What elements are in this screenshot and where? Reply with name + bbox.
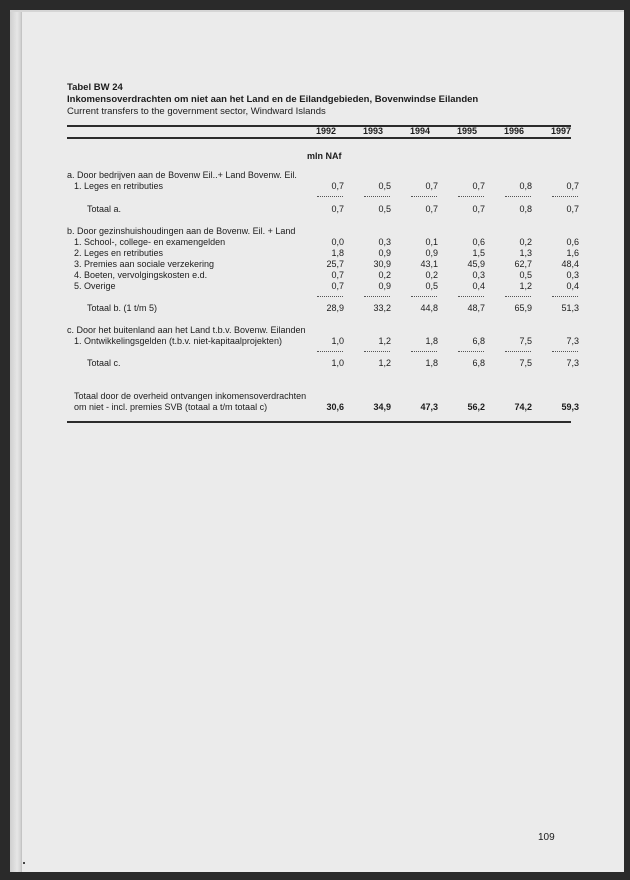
cell-1996: 7,5 — [519, 358, 532, 368]
scan-speck — [23, 862, 25, 864]
cell-1997: 0,3 — [566, 270, 579, 280]
cell-1992: 28,9 — [326, 303, 344, 313]
subtotal-dotted-line — [67, 351, 571, 353]
header-bottom-rule — [67, 137, 571, 139]
cell-1992: 1,8 — [331, 248, 344, 258]
year-header: 1992 — [315, 126, 336, 136]
cell-1996: 62,7 — [514, 259, 532, 269]
cell-1994: 1,8 — [425, 358, 438, 368]
cell-1997: 48,4 — [561, 259, 579, 269]
page-gutter-shadow — [10, 10, 22, 872]
cell-1994: 1,8 — [425, 336, 438, 346]
row-label: 1. School-, college- en examengelden — [74, 237, 226, 247]
cell-1993: 33,2 — [373, 303, 391, 313]
subtotal-dotted-line — [67, 296, 571, 298]
cell-1994: 0,5 — [425, 281, 438, 291]
cell-1992: 1,0 — [331, 358, 344, 368]
cell-1993: 34,9 — [373, 402, 391, 412]
cell-1994: 44,8 — [420, 303, 438, 313]
page-top-edge — [10, 10, 624, 12]
table-caption — [67, 82, 478, 118]
cell-1996: 7,5 — [519, 336, 532, 346]
row-label: 2. Leges en retributies — [74, 248, 164, 258]
table-title-dutch: Inkomensoverdrachten om niet aan het Land en de Eilandgebieden, Bovenwindse Eilanden — [67, 94, 479, 105]
cell-1993: 0,5 — [378, 204, 391, 214]
row-label: Totaal c. — [87, 358, 121, 368]
cell-1995: 0,3 — [472, 270, 485, 280]
cell-1996: 0,8 — [519, 204, 532, 214]
cell-1994: 0,1 — [425, 237, 438, 247]
year-header: 1995 — [456, 126, 477, 136]
cell-1992: 0,7 — [331, 281, 344, 291]
table-row — [67, 335, 579, 347]
total-row-a — [67, 203, 579, 215]
cell-1993: 0,5 — [378, 181, 391, 191]
row-label: 5. Overige — [74, 281, 116, 291]
document-page — [10, 10, 624, 872]
year-header: 1996 — [503, 126, 524, 136]
row-label: 1. Leges en retributies — [74, 181, 164, 191]
page-number: 109 — [538, 832, 555, 843]
section-c-heading: c. Door het buitenland aan het Land t.b.v. Bovenw. Eilanden — [67, 325, 306, 335]
cell-1997: 0,4 — [566, 281, 579, 291]
cell-1995: 1,5 — [472, 248, 485, 258]
cell-1997: 1,6 — [566, 248, 579, 258]
year-header: 1993 — [362, 126, 383, 136]
cell-1994: 0,7 — [425, 181, 438, 191]
cell-1997: 59,3 — [561, 402, 579, 412]
cell-1992: 30,6 — [326, 402, 344, 412]
cell-1992: 0,7 — [331, 204, 344, 214]
row-label: Totaal a. — [87, 204, 122, 214]
cell-1996: 0,8 — [519, 181, 532, 191]
cell-1994: 0,7 — [425, 204, 438, 214]
cell-1995: 48,7 — [467, 303, 485, 313]
cell-1995: 0,4 — [472, 281, 485, 291]
table-row — [67, 280, 579, 292]
cell-1995: 45,9 — [467, 259, 485, 269]
subtotal-dotted-line — [67, 196, 571, 198]
total-row-b — [67, 302, 579, 314]
cell-1992: 0,7 — [331, 181, 344, 191]
row-label: 3. Premies aan sociale verzekering — [74, 259, 215, 269]
cell-1997: 51,3 — [561, 303, 579, 313]
cell-1994: 0,2 — [425, 270, 438, 280]
row-label: 4. Boeten, vervolgingskosten e.d. — [74, 270, 208, 280]
cell-1992: 1,0 — [331, 336, 344, 346]
year-header: 1994 — [409, 126, 430, 136]
grand-total-row — [67, 401, 579, 413]
cell-1995: 56,2 — [467, 402, 485, 412]
cell-1997: 0,7 — [566, 204, 579, 214]
cell-1997: 7,3 — [566, 358, 579, 368]
total-row-c — [67, 357, 579, 369]
cell-1995: 0,7 — [472, 204, 485, 214]
cell-1996: 1,2 — [519, 281, 532, 291]
cell-1995: 0,7 — [472, 181, 485, 191]
cell-1992: 0,7 — [331, 270, 344, 280]
cell-1993: 30,9 — [373, 259, 391, 269]
cell-1996: 65,9 — [514, 303, 532, 313]
year-header: 1997 — [550, 126, 571, 136]
cell-1994: 43,1 — [420, 259, 438, 269]
section-b-heading: b. Door gezinshuishoudingen aan de Bovenw. Eil. + Land — [67, 226, 296, 236]
cell-1992: 0,0 — [331, 237, 344, 247]
row-label: Totaal b. (1 t/m 5) — [87, 303, 158, 313]
cell-1994: 47,3 — [420, 402, 438, 412]
row-label: 1. Ontwikkelingsgelden (t.b.v. niet-kapitaalprojekten) — [74, 336, 282, 346]
cell-1996: 0,2 — [519, 237, 532, 247]
cell-1993: 0,9 — [378, 248, 391, 258]
table-id: Tabel BW 24 — [67, 82, 123, 93]
unit-label: mln NAf — [307, 151, 342, 161]
grand-total-label: Totaal door de overheid ontvangen inkomensoverdrachten — [74, 391, 307, 401]
cell-1993: 0,3 — [378, 237, 391, 247]
cell-1996: 74,2 — [514, 402, 532, 412]
cell-1992: 25,7 — [326, 259, 344, 269]
table-bottom-rule — [67, 421, 571, 423]
cell-1993: 0,9 — [378, 281, 391, 291]
grand-total-label-cont: om niet - incl. premies SVB (totaal a t/m totaal c) — [74, 402, 268, 412]
cell-1995: 6,8 — [472, 358, 485, 368]
cell-1993: 1,2 — [378, 358, 391, 368]
cell-1995: 6,8 — [472, 336, 485, 346]
table-title-english: Current transfers to the government sector, Windward Islands — [67, 106, 326, 117]
cell-1996: 0,5 — [519, 270, 532, 280]
cell-1993: 1,2 — [378, 336, 391, 346]
cell-1997: 7,3 — [566, 336, 579, 346]
table-row — [67, 180, 579, 192]
cell-1995: 0,6 — [472, 237, 485, 247]
cell-1993: 0,2 — [378, 270, 391, 280]
cell-1994: 0,9 — [425, 248, 438, 258]
cell-1997: 0,6 — [566, 237, 579, 247]
cell-1996: 1,3 — [519, 248, 532, 258]
cell-1997: 0,7 — [566, 181, 579, 191]
section-a-heading: a. Door bedrijven aan de Bovenw Eil..+ Land Bovenw. Eil. — [67, 170, 297, 180]
